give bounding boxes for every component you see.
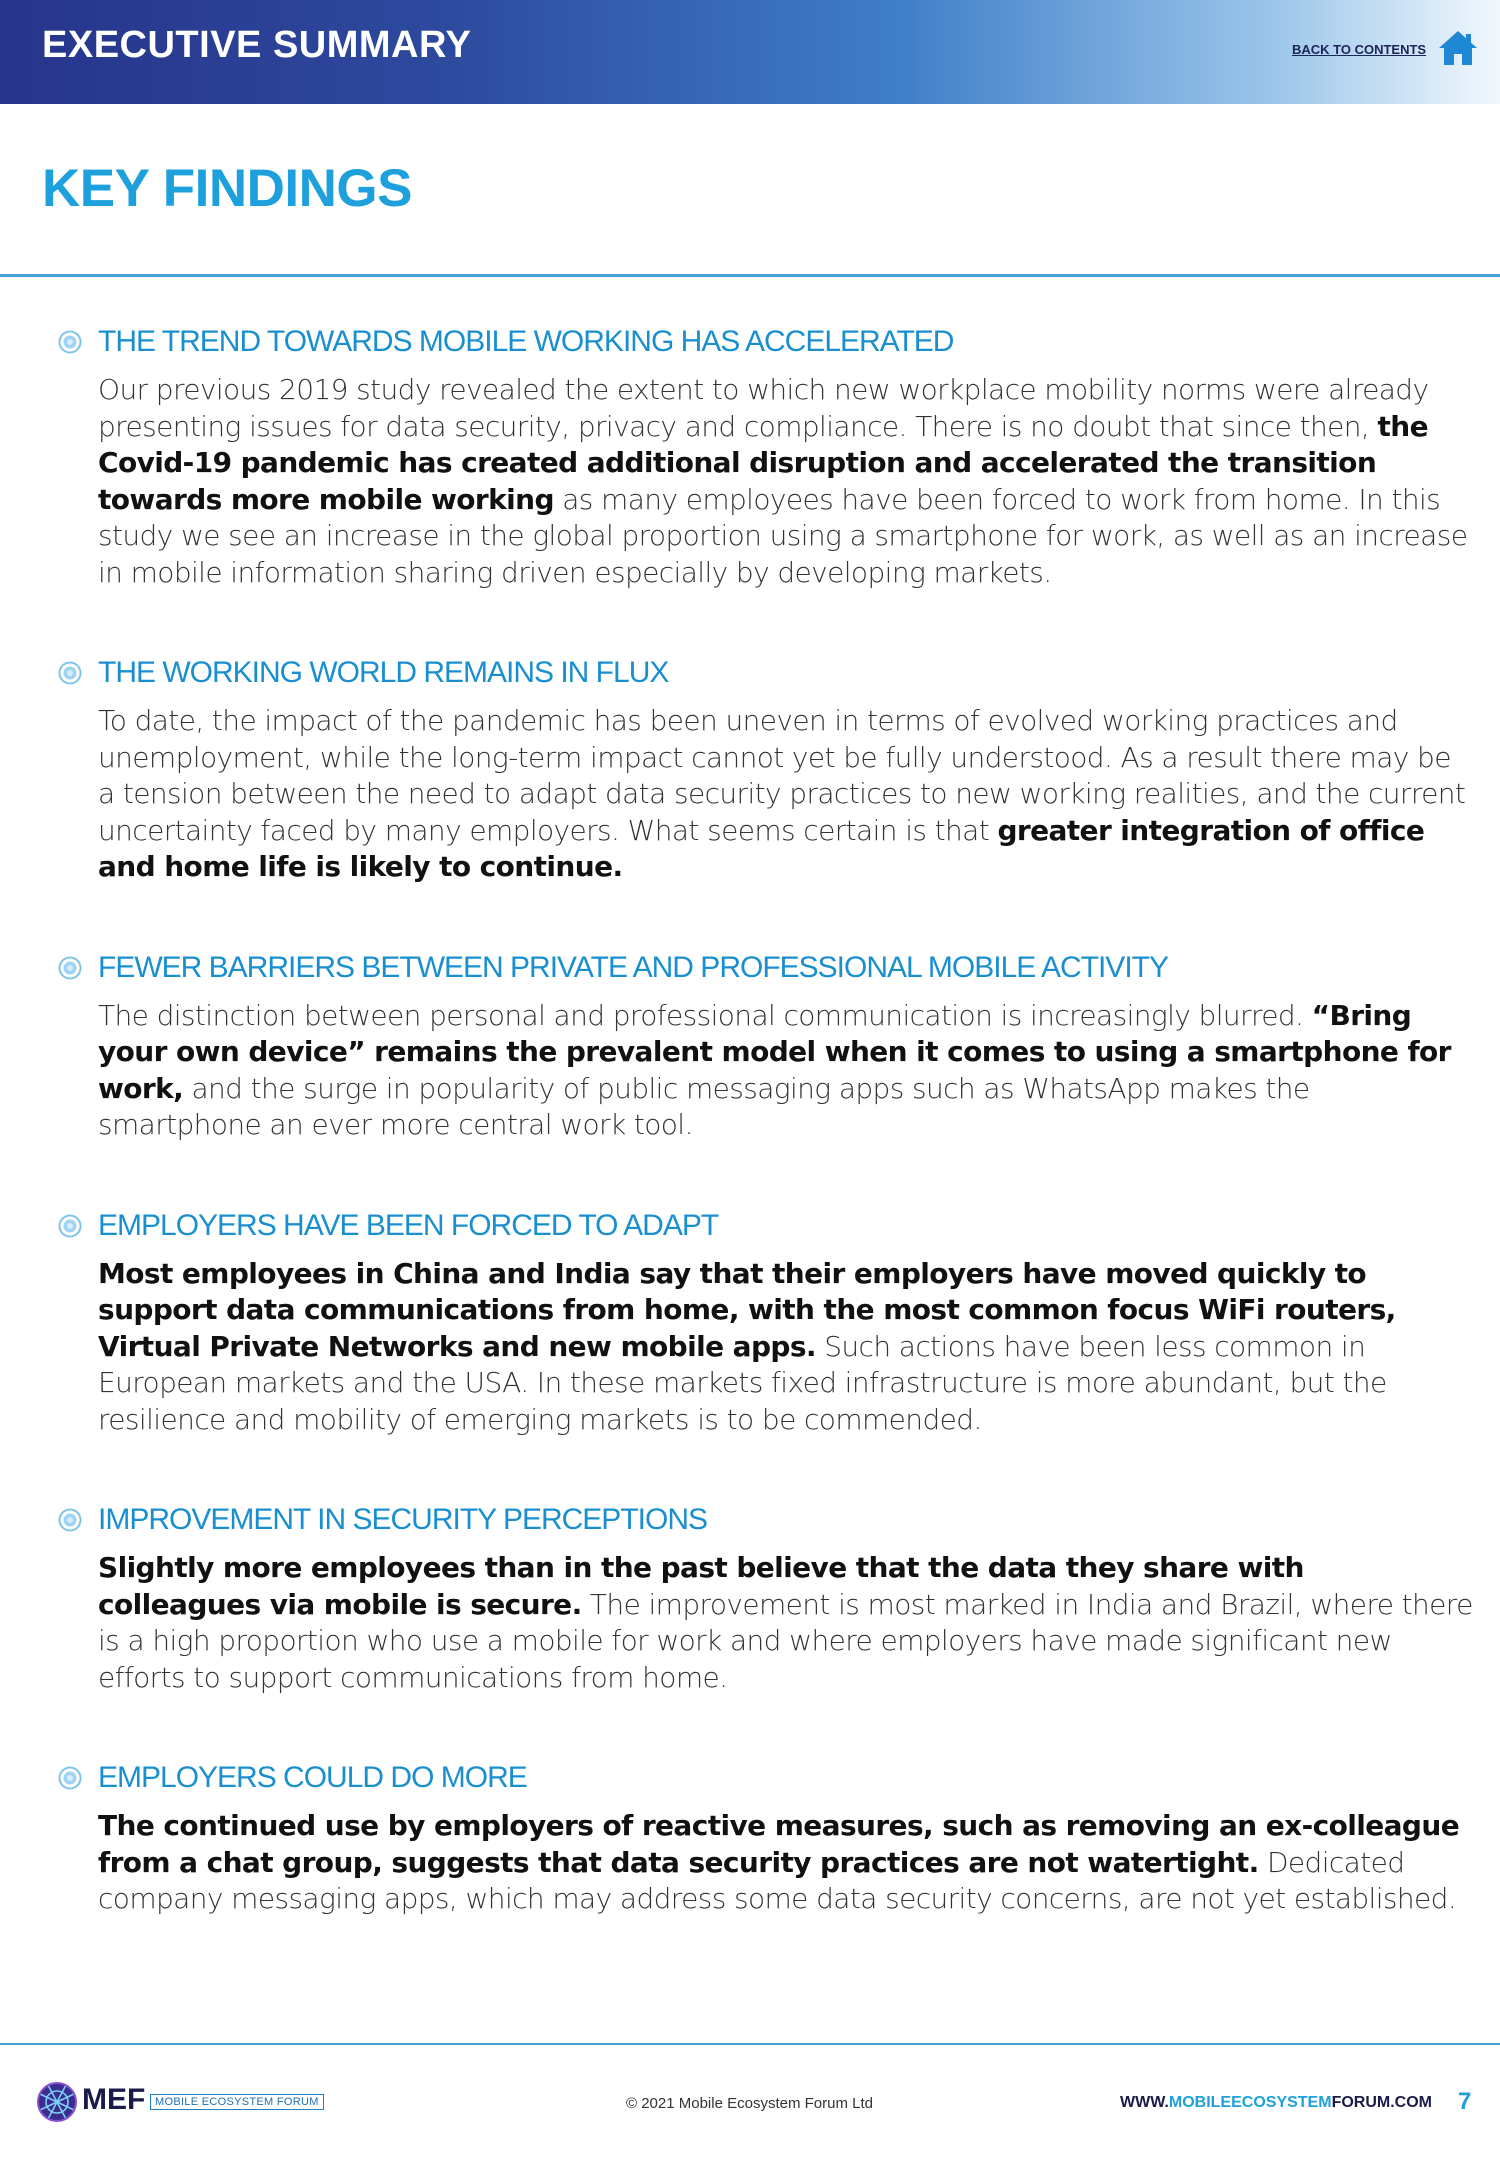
finding-item	[58, 946, 1451, 1144]
dotted-circle-bullet-icon	[58, 330, 82, 354]
finding-body: To date, the impact of the pandemic has been uneven in terms of evolved working practices and unemployment, while the long-term impact cannot yet be fully understood. As a result there may be a tension between the need to adapt data security practices to new working realities, and the current uncertainty faced by many employers. What seems certain is that greater integration of office and home life is likely to continue.	[98, 704, 1466, 883]
mef-globe-logo-icon	[34, 2080, 80, 2124]
section-title: EXECUTIVE SUMMARY	[42, 24, 472, 66]
dotted-circle-bullet-icon	[58, 1214, 82, 1238]
finding-title: IMPROVEMENT IN SECURITY PERCEPTIONS	[98, 1503, 707, 1536]
footer-divider	[0, 2043, 1500, 2045]
dotted-circle-bullet-icon	[58, 1508, 82, 1532]
dotted-circle-bullet-icon	[58, 661, 82, 685]
finding-item	[58, 320, 1468, 591]
header-banner	[0, 0, 1500, 104]
footer-website-link[interactable]: WWW.MOBILEECOSYSTEMFORUM.COM	[1120, 2094, 1432, 2111]
page-number: 7	[1458, 2088, 1472, 2115]
finding-body: The continued use by employers of reactive measures, such as removing an ex-colleague from a chat group, suggests that data security practices are not watertight. Dedicated company messaging apps, which may address some data security concerns, are not yet established.	[98, 1809, 1460, 1915]
finding-item	[58, 1498, 1473, 1696]
back-to-contents-link[interactable]: BACK TO CONTENTS	[1292, 42, 1427, 57]
finding-title: EMPLOYERS COULD DO MORE	[98, 1761, 527, 1794]
dotted-circle-bullet-icon	[58, 956, 82, 980]
home-icon[interactable]	[1437, 28, 1479, 68]
findings-list	[58, 320, 1473, 1978]
footer-logo-text: MEF	[82, 2083, 146, 2116]
finding-item	[58, 1756, 1460, 1918]
page-title: KEY FINDINGS	[42, 159, 412, 218]
finding-title: THE TREND TOWARDS MOBILE WORKING HAS ACCELERATED	[98, 325, 954, 358]
dotted-circle-bullet-icon	[58, 1766, 82, 1790]
finding-item	[58, 651, 1466, 886]
footer-copyright: © 2021 Mobile Ecosystem Forum Ltd	[626, 2095, 873, 2112]
finding-body: The distinction between personal and professional communication is increasingly blurred. “Bring your own device” remains the prevalent model when it comes to using a smartphone for work, and the surge in popularity of public messaging apps such as WhatsApp makes the smartphone an ever more central work tool.	[98, 998, 1451, 1141]
finding-title: THE WORKING WORLD REMAINS IN FLUX	[98, 656, 669, 689]
title-divider	[0, 274, 1500, 277]
finding-body: Most employees in China and India say that their employers have moved quickly to support data communications from home, with the most common focus WiFi routers, Virtual Private Networks and new mobile apps. Such actions have been less common in European markets and the USA. In these markets fixed infrastructure is more abundant, but the resilience and mobility of emerging markets is to be commended.	[98, 1256, 1396, 1436]
finding-body: Our previous 2019 study revealed the extent to which new workplace mobility norms were already presenting issues for data security, privacy and compliance. There is no doubt that since then, the Covid-19 pandemic has created additional disruption and accelerated the transition towards more mobile working as many employees have been forced to work from home. In this study we see an increase in the global proportion using a smartphone for work, as well as an increase in mobile information sharing driven especially by developing markets.	[98, 373, 1468, 589]
finding-title: EMPLOYERS HAVE BEEN FORCED TO ADAPT	[98, 1208, 719, 1242]
finding-body: Slightly more employees than in the past believe that the data they share with colleagues via mobile is secure. The improvement is most marked in India and Brazil, where there is a high proportion who use a mobile for work and where employers have made significant new efforts to support communications from home.	[98, 1551, 1473, 1694]
footer-logo-tag: MOBILE ECOSYSTEM FORUM	[150, 2094, 324, 2110]
finding-item	[58, 1204, 1438, 1439]
finding-title: FEWER BARRIERS BETWEEN PRIVATE AND PROFESSIONAL MOBILE ACTIVITY	[98, 950, 1168, 984]
